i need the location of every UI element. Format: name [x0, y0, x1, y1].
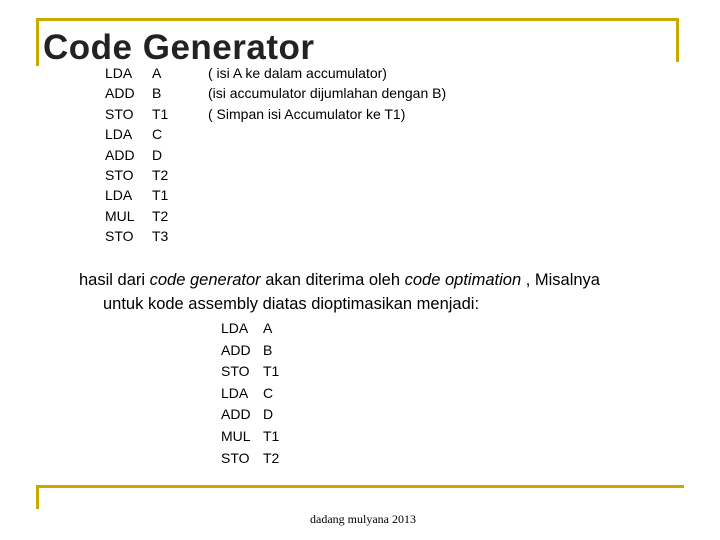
code-row	[221, 361, 303, 383]
operand: T1	[152, 187, 169, 204]
code-row	[221, 404, 303, 426]
operand: B	[152, 85, 162, 102]
opcode: STO	[221, 363, 250, 380]
paragraph-text: akan diterima oleh	[260, 271, 405, 289]
opcode: MUL	[221, 427, 251, 444]
operand: T1	[263, 363, 280, 380]
opcode: STO	[105, 166, 134, 183]
opcode: STO	[105, 228, 134, 245]
opcode: ADD	[105, 146, 135, 163]
code-row	[105, 104, 508, 124]
code-row	[221, 448, 303, 470]
code-row	[105, 206, 508, 226]
paragraph-text-line2: untuk kode assembly diatas dioptimasikan menjadi:	[103, 295, 480, 313]
top-left-decorative-line	[36, 18, 39, 66]
term-code-generator: code generator	[149, 271, 261, 289]
explanation-paragraph	[80, 268, 695, 316]
code-comment: ( Simpan isi Accumulator ke T1)	[208, 105, 406, 122]
opcode: LDA	[105, 126, 133, 143]
operand: A	[152, 65, 162, 81]
code-comment: (isi accumulator dijumlahan dengan B)	[208, 85, 447, 102]
opcode: STO	[105, 105, 134, 122]
operand: A	[263, 320, 273, 336]
operand: B	[263, 341, 273, 358]
opcode: ADD	[105, 85, 135, 102]
opcode: MUL	[105, 207, 135, 224]
opcode: LDA	[105, 187, 133, 204]
paragraph-text: hasil dari	[79, 271, 150, 289]
operand: T2	[152, 166, 169, 183]
code-row	[105, 83, 508, 103]
code-row	[105, 124, 508, 144]
opcode: LDA	[105, 65, 133, 81]
code-row	[105, 185, 508, 205]
code-row	[105, 145, 508, 165]
code-row	[221, 426, 303, 448]
code-row	[105, 165, 508, 185]
slide-title: Code Generator	[43, 28, 315, 67]
opcode: LDA	[221, 384, 249, 401]
operand: D	[152, 146, 163, 163]
operand: T2	[263, 449, 280, 466]
operand: C	[263, 384, 274, 401]
opcode: LDA	[221, 320, 249, 336]
operand: T1	[152, 105, 169, 122]
opcode: ADD	[221, 406, 251, 423]
operand: T2	[152, 207, 169, 224]
operand: T1	[263, 427, 280, 444]
assembly-code-optimized	[221, 318, 303, 469]
footer-author: dadang mulyana 2013	[310, 512, 416, 526]
code-comment: ( isi A ke dalam accumulator)	[208, 65, 387, 81]
code-row	[221, 383, 303, 405]
bottom-left-decorative-line	[36, 485, 39, 509]
operand: C	[152, 126, 163, 143]
term-code-optimation: code optimation	[404, 271, 522, 289]
operand: T3	[152, 228, 169, 245]
code-row	[105, 63, 508, 83]
opcode: ADD	[221, 341, 251, 358]
code-row	[105, 226, 508, 246]
code-row	[221, 318, 303, 340]
top-decorative-line	[36, 18, 678, 21]
assembly-code-original	[105, 63, 508, 247]
code-row	[221, 340, 303, 362]
opcode: STO	[221, 449, 250, 466]
paragraph-text: , Misalnya	[521, 271, 600, 289]
bottom-decorative-line	[36, 485, 684, 488]
top-right-decorative-line	[676, 18, 679, 62]
operand: D	[263, 406, 274, 423]
